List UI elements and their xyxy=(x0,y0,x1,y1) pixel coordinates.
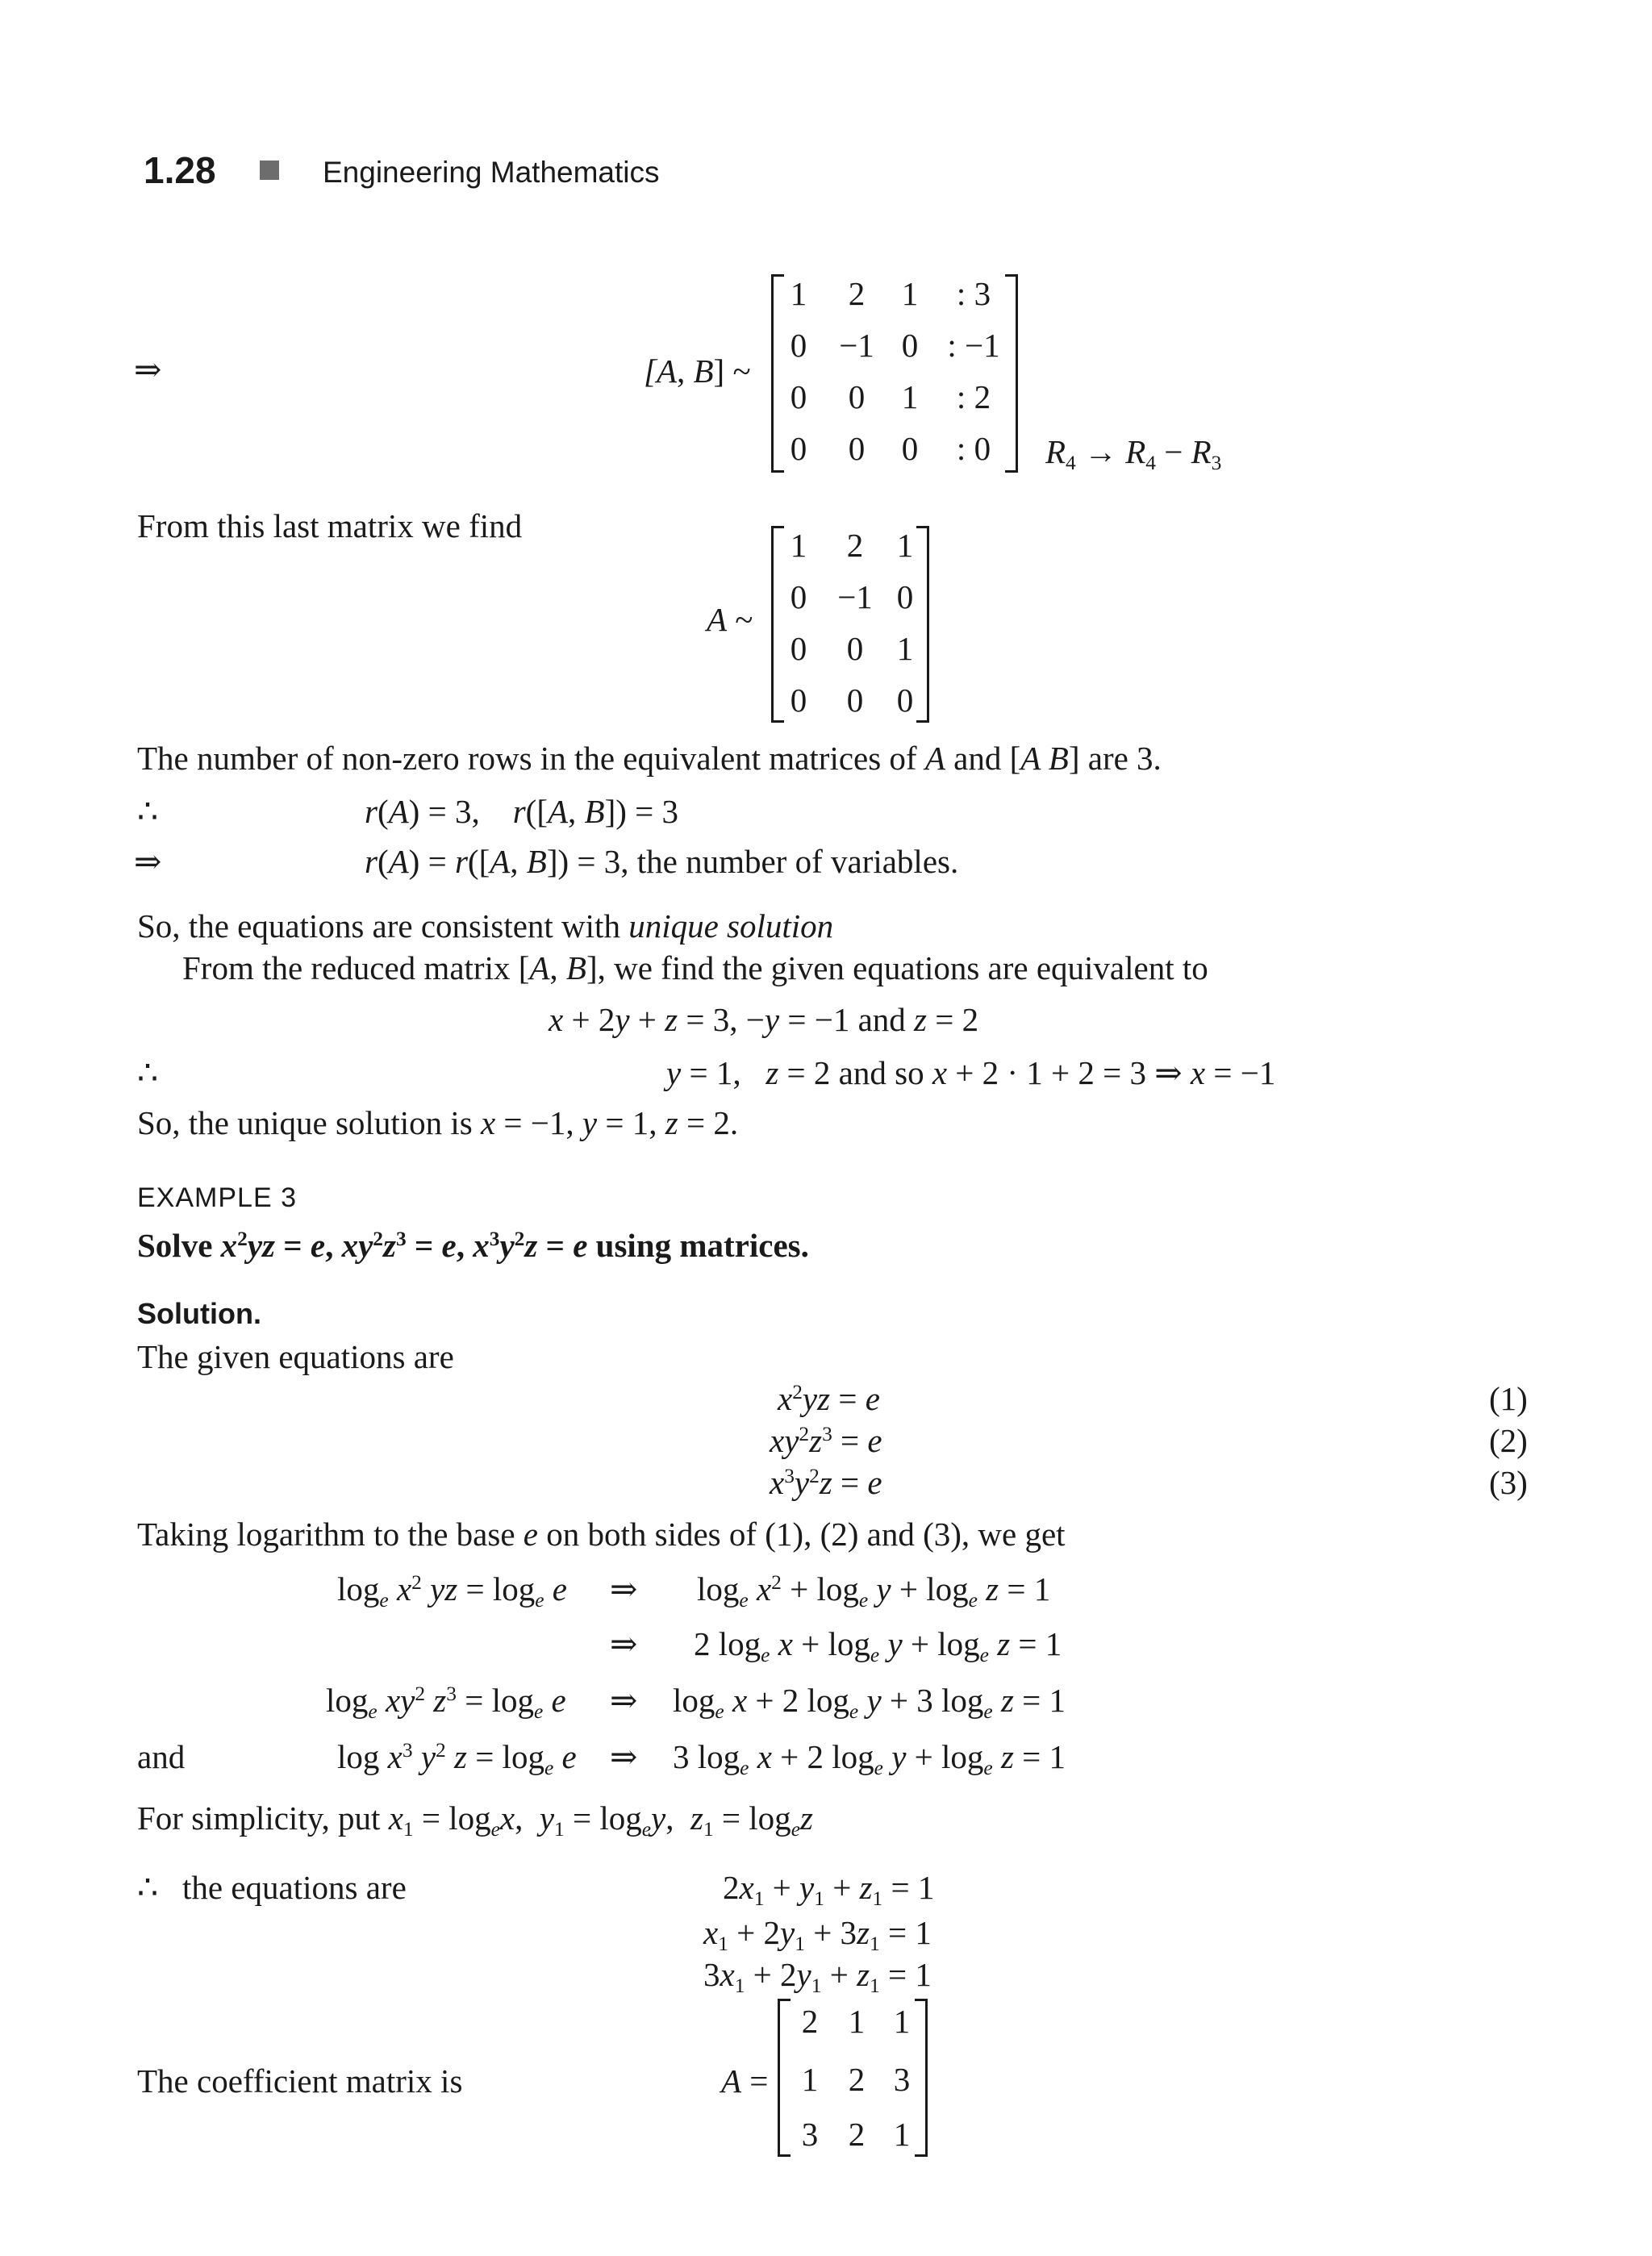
matrix-ab xyxy=(771,274,1018,473)
matrix-cell: 1 xyxy=(893,2003,911,2040)
log-line-3-rhs: $\log_e x + 2$ $\log_e y + 3$ $\log_e z = 1$ xyxy=(673,1682,1066,1724)
rank-line-2: r(A) = r([A, B]) = 3, the number of variables. xyxy=(365,843,959,880)
coefficient-matrix xyxy=(778,1999,928,2157)
example-heading: EXAMPLE 3 xyxy=(137,1182,297,1213)
matrix-cell: 0 xyxy=(846,630,864,667)
coefficient-matrix-label: A = xyxy=(721,2062,769,2100)
reduced-matrix-text: From the reduced matrix [A, B], we find the given equations are equivalent to xyxy=(182,949,1208,986)
taking-log-text: Taking logarithm to the base e on both sides of (1), (2) and (3), we get xyxy=(137,1516,1066,1553)
log-line-2-rhs: 2 $\log_e x + \log_e y + \log_e z = 1$ xyxy=(694,1625,1062,1667)
matrix-cell: 2 xyxy=(848,2061,866,2098)
log-line-3-lhs: $\log_e xy^2$ $z^3 = \log_e e$ xyxy=(326,1682,566,1724)
simplicity-text: For simplicity, put $x_1 = \log_ex$, $y_1 = \log_ey$, $z_1 = \log_ez$ xyxy=(137,1799,813,1841)
matrix-cell: 2 xyxy=(848,2116,866,2153)
therefore-symbol: ∴ xyxy=(137,1054,159,1091)
therefore-symbol: ∴ xyxy=(137,793,159,830)
equation-2: $xy^2z^3 = e$ xyxy=(770,1422,882,1459)
implies-symbol: ⇒ xyxy=(610,1570,638,1608)
matrix-cell: 1 xyxy=(896,527,914,564)
matrix-cell: 0 xyxy=(848,378,866,415)
implies-symbol: ⇒ xyxy=(134,351,162,388)
row-operation: $R_4 \to R_4 - R_3$ xyxy=(1045,433,1222,475)
matrix-cell: 2 xyxy=(801,2003,819,2040)
matrix-cell: 1 xyxy=(790,527,807,564)
equation-number: (1) xyxy=(1489,1380,1528,1417)
log-line-1-lhs: $\log_e x^2$ yz = $\log_e e$ xyxy=(337,1570,567,1612)
matrix-a xyxy=(771,526,929,723)
matrix-cell: 1 xyxy=(801,2061,819,2098)
matrix-cell: 0 xyxy=(846,682,864,719)
from-last-matrix-text: From this last matrix we find xyxy=(137,507,523,544)
page-number: 1.28 xyxy=(144,149,216,191)
matrix-cell: −1 xyxy=(839,327,874,364)
and-word: and xyxy=(137,1738,186,1775)
log-line-4-rhs: 3 $\log_e x + 2$ $\log_e y + \log_e z = 1$ xyxy=(673,1738,1066,1780)
equation-1: $x^2yz = e$ xyxy=(778,1380,880,1417)
matrix-cell: 0 xyxy=(790,378,807,415)
matrix-cell: 0 xyxy=(790,430,807,467)
matrix-cell: 0 xyxy=(790,327,807,364)
equivalent-equations: x + 2y + z = 3, −y = −1 and z = 2 xyxy=(549,1001,979,1038)
implies-symbol: ⇒ xyxy=(610,1738,638,1775)
example-problem: Solve $x^2yz = e$, $xy^2z^3 = e$, $x^3y^2z = e$ using matrices. xyxy=(137,1227,809,1264)
linear-equation-3: $3x_1 + 2y_1 + z_1 = 1$ xyxy=(703,1956,932,1998)
matrix-cell: 0 xyxy=(790,682,807,719)
matrix-ab-label: [A, B] ~ xyxy=(644,352,751,390)
matrix-cell: 0 xyxy=(790,630,807,667)
matrix-a-label: A ~ xyxy=(707,601,753,638)
matrix-cell: 1 xyxy=(893,2116,911,2153)
equation-number: (3) xyxy=(1489,1464,1528,1501)
linear-equation-1: $2x_1 + y_1 + z_1 = 1$ xyxy=(723,1869,935,1911)
matrix-cell: 3 xyxy=(893,2061,911,2098)
equation-number: (2) xyxy=(1489,1422,1528,1459)
matrix-cell: 1 xyxy=(901,275,919,312)
implies-symbol: ⇒ xyxy=(134,843,162,880)
running-title: Engineering Mathematics xyxy=(323,156,660,189)
coefficient-matrix-text: The coefficient matrix is xyxy=(137,2062,463,2100)
unique-solution-text: So, the unique solution is x = −1, y = 1, z = 2. xyxy=(137,1104,739,1141)
implies-symbol: ⇒ xyxy=(610,1682,638,1719)
header-square-icon xyxy=(260,161,279,180)
matrix-cell: 0 xyxy=(790,578,807,615)
matrix-cell: 0 xyxy=(848,430,866,467)
equation-3: $x^3y^2z = e$ xyxy=(770,1464,882,1501)
nonzero-rows-text: The number of non-zero rows in the equivalent matrices of A and [A B] are 3. xyxy=(137,740,1162,777)
matrix-cell: −1 xyxy=(837,578,873,615)
therefore-symbol: ∴ xyxy=(137,1869,159,1906)
matrix-cell: 1 xyxy=(901,378,919,415)
y-z-solution-line: y = 1, z = 2 and so x + 2 · 1 + 2 = 3 ⇒ x = −1 xyxy=(666,1054,1276,1091)
matrix-cell: 0 xyxy=(896,578,914,615)
solution-label: Solution. xyxy=(137,1297,261,1330)
matrix-cell: : 0 xyxy=(956,430,991,467)
equations-are-text: the equations are xyxy=(182,1869,407,1906)
log-line-4-lhs: $\log x^3$ $y^2$ $z = \log_e e$ xyxy=(337,1738,577,1780)
matrix-cell: : 2 xyxy=(956,378,991,415)
matrix-cell: 0 xyxy=(901,430,919,467)
matrix-cell: : 3 xyxy=(956,275,991,312)
matrix-cell: 2 xyxy=(846,527,864,564)
matrix-cell: 2 xyxy=(848,275,866,312)
linear-equation-2: $x_1 + 2y_1 + 3z_1 = 1$ xyxy=(703,1914,932,1956)
matrix-cell: 1 xyxy=(896,630,914,667)
matrix-cell: 1 xyxy=(848,2003,866,2040)
matrix-cell: 1 xyxy=(790,275,807,312)
given-equations-text: The given equations are xyxy=(137,1338,454,1375)
matrix-cell: 0 xyxy=(901,327,919,364)
consistent-text: So, the equations are consistent with unique solution xyxy=(137,907,834,945)
implies-symbol: ⇒ xyxy=(610,1625,638,1662)
rank-line-1: r(A) = 3, r([A, B]) = 3 xyxy=(365,793,679,830)
matrix-cell: 3 xyxy=(801,2116,819,2153)
matrix-cell: : −1 xyxy=(947,327,1000,364)
log-line-1-rhs: $\log_e x^2 + \log_e y + \log_e z = 1$ xyxy=(697,1570,1051,1612)
matrix-cell: 0 xyxy=(896,682,914,719)
